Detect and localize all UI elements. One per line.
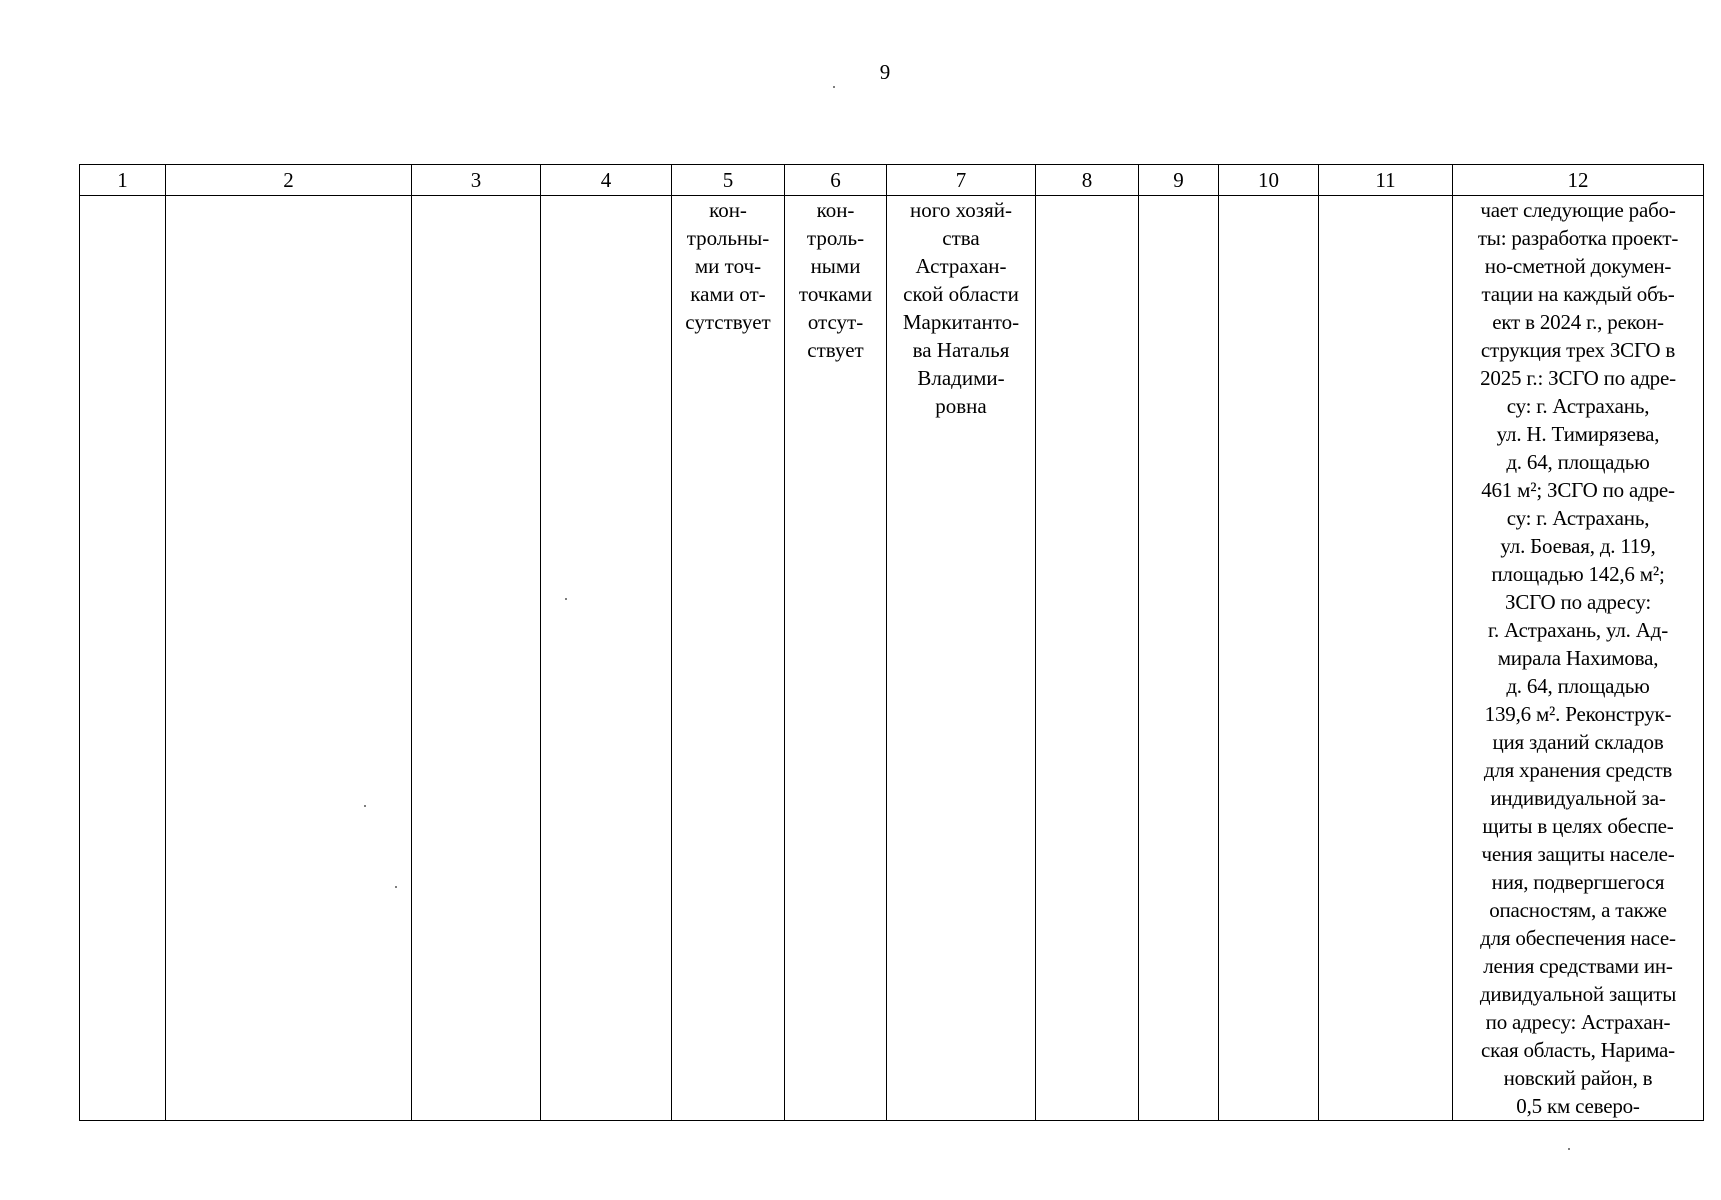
column-header-5: 5 [672,165,785,196]
cell-col10 [1219,196,1319,1121]
cell-text: кон- троль- ными точками отсут- ствует [798,198,873,362]
column-header-12: 12 [1453,165,1704,196]
cell-col5 [672,196,785,1121]
column-header-6: 6 [785,165,887,196]
cell-text: ного хозяй- ства Астрахан- ской области Маркитанто- ва Наталья Владими- ровна [902,198,1020,418]
cell-col11 [1319,196,1453,1121]
column-header-1: 1 [80,165,166,196]
scan-speck [1568,1148,1570,1150]
column-header-11: 11 [1319,165,1453,196]
cell-col9 [1139,196,1219,1121]
table-row [80,196,1704,1121]
column-header-3: 3 [412,165,541,196]
cell-col2 [166,196,412,1121]
cell-col1 [80,196,166,1121]
cell-col4 [541,196,672,1121]
page-number: 9 [879,60,891,84]
cell-col8 [1036,196,1139,1121]
cell-col6 [785,196,887,1121]
document-table [79,164,1704,1121]
column-header-2: 2 [166,165,412,196]
cell-col7 [887,196,1036,1121]
column-header-7: 7 [887,165,1036,196]
cell-text: кон- трольны- ми точ- ками от- сутствует [685,198,771,334]
column-header-8: 8 [1036,165,1139,196]
cell-text: чает следующие рабо- ты: разработка проект- но-сметной докумен- тации на каждый объ- ект в 2024 г., рекон- струкция трех ЗСГО в 2025 г.: ЗСГО по адре- су: г. Астрахань, ул. Н. Тимирязева, д. 64, площадью 461 м²; ЗСГО по адре- су: г. Астрахань, ул. Боевая, д. 119, площадью 142,6 м²; ЗСГО по адресу: г. Астрахань, ул. Ад- мирала Нахимова, д. 64, площадью 139,6 м². Реконструк- ция зданий складов для хранения средств индивидуальной за- щиты в целях обеспе- чения защиты населе- ния, подвергшегося опасностям, а также для обеспечения насе- ления средствами ин- дивидуальной защиты по адресу: Астрахан- ская область, Нарима- новский район, в 0,5 км северо- [1477,198,1679,1118]
cell-col12 [1453,196,1704,1121]
column-header-4: 4 [541,165,672,196]
column-header-9: 9 [1139,165,1219,196]
header-row [80,165,1704,196]
column-header-10: 10 [1219,165,1319,196]
scan-speck [833,86,835,88]
cell-col3 [412,196,541,1121]
